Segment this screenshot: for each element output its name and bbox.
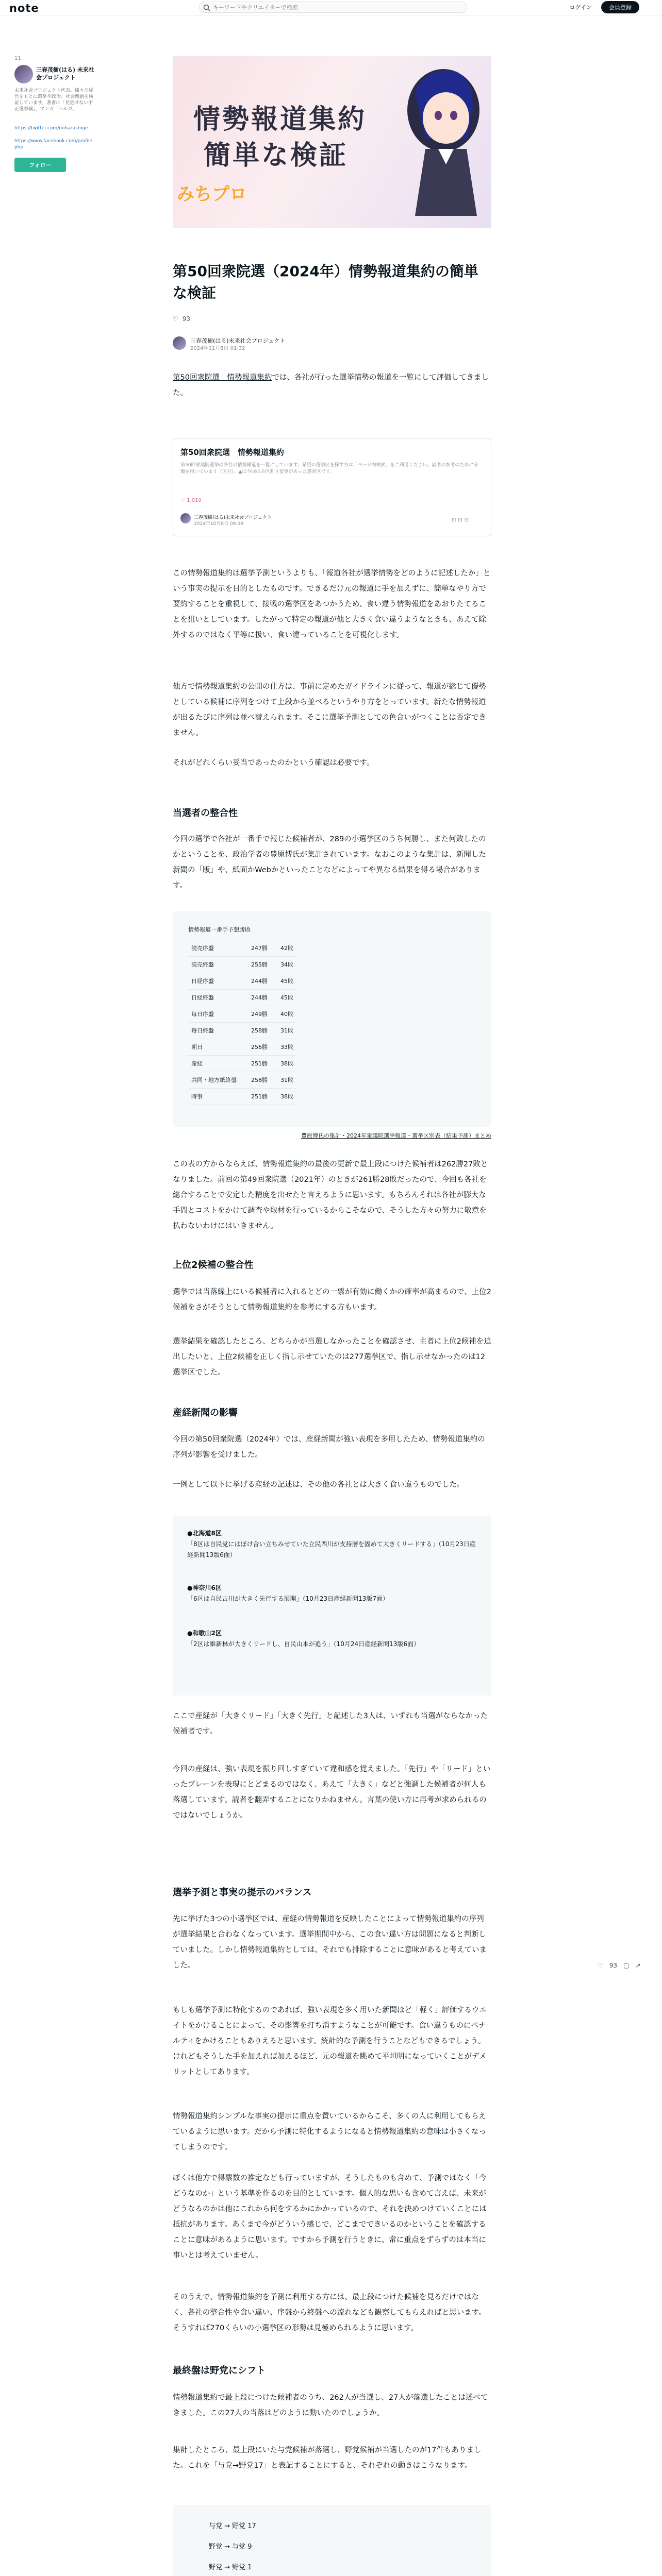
intro-link[interactable]: 第50回衆院選 情勢報道集約 — [173, 374, 272, 382]
intro-text: では、各社が行った選挙情勢の報道を一覧にして評価してきました。 — [173, 374, 489, 397]
paragraph-8: 今回の第50回衆院選（2024年）では、産経新聞が強い表現を多用したため、情勢報道集約の序列が影響を受けました。 — [173, 1435, 485, 1459]
article-author — [173, 335, 379, 351]
row-lose: 45敗 — [271, 989, 296, 1006]
row-lose: 45敗 — [271, 973, 296, 989]
quote-1-text: 「8区は自民党にはぼけ合い立ちみせていた立民西川が支持層を固めて大きくリードする」（10月23日産経新聞13版6面） — [187, 1540, 476, 1558]
article-title: 第50回衆院選（2024年）情勢報道集約の簡単な検証 — [173, 263, 478, 301]
comment-icon[interactable]: ▢ — [623, 1962, 630, 1969]
row-win: 258勝 — [245, 1022, 271, 1039]
row-lose: 31敗 — [271, 1072, 296, 1088]
paragraph-6: 選挙では当落線上にいる候補者に入れるとどの一票が有効に働くかの確率が高まるので、上位2候補をさがそうとして情勢報道集約を参考にする方もいます。 — [173, 1288, 491, 1312]
share-icon[interactable]: ↗ — [635, 1962, 641, 1969]
hero-title-2: 簡単な検証 — [204, 140, 349, 171]
author-name[interactable]: 三春茂樹(はる)未来社会プロジェクト — [190, 337, 286, 344]
floating-heart-icon[interactable]: ♡ — [598, 1962, 603, 1969]
facebook-link[interactable]: https://www.facebook.com/profile.php — [14, 139, 94, 150]
paragraph-18: 集計したところ、最上段にいた与党候補が落選し、野党候補が当選したのが17件もありました。これを「与党→野党17」と表記することにすると、それぞれの動きはこうなります。 — [173, 2446, 482, 2470]
heading-sankei: 産経新聞の影響 — [173, 1408, 238, 1418]
quote-1-head: ●北海道8区 — [187, 1530, 222, 1537]
paragraph-17: 情勢報道集約で最上段につけた候補者のうち、262人が当選し、27人が落選したことは述べてきました。この27人の当落はどのように動いたのでしょうか。 — [173, 2394, 488, 2417]
card-likes — [180, 498, 202, 503]
follow-button[interactable]: フォロー — [14, 158, 66, 172]
paragraph-1: この情勢報道集約は選挙予測というよりも、「報道各社が選挙情勢をどのように記述したか」という事実の提示を目的としたものです。できるだけ元の報道に手を加えずに、簡単なやり方で要約することを重視して、接戦の選挙区をあつかうため、食い違う情勢報道をあおりたてることを狙いとしています。したがって特定の報道が他と大きく食い違うようなときも、あえて除外するのではなく平等に扱い、食い違っていることを可視化します。 — [173, 569, 491, 639]
row-win: 251勝 — [245, 1088, 271, 1105]
login-button[interactable]: ログイン — [569, 4, 592, 11]
character-illustration — [394, 61, 482, 216]
paragraph-11: 今回の産経は、強い表現を振り回しすぎていて違和感を覚えました。「先行」や「リード」といったブレーンを表現にとどまるのではなく、あえて「大きく」などと強調した候補者が何人も落選しています。読者を翻弄することになりかねません。言葉の使い方に再考が求められるのではないでしょうか。 — [173, 1765, 491, 1820]
sidebar-bio: 未来社会プロジェクト代表。様々な経営をもとに選挙や政治、社会問題を検証しています。著書に「見逃せない不正選挙論」、マンガ「ハルカ」 — [14, 88, 94, 112]
row-name: 毎日終盤 — [188, 1022, 245, 1039]
table-row — [188, 973, 296, 989]
row-lose: 31敗 — [271, 1022, 296, 1039]
paragraph-13: もしも選挙予測に特化するのであれば、強い表現を多く用いた新聞ほど「軽く」評価するウエイトをかけることによって、その影響を打ち消すようなことが可能です。食い違うものにペナルティをかけることもありえると思います。統計的な予測を行うことなどもできるでしょう。けれどもそうした手を加えれば加えるほど、元の報道を眺めて平坦明になっていくことがデメリットとしてあります。 — [173, 2006, 487, 2076]
table-row — [188, 1022, 296, 1039]
twitter-link[interactable]: https://twitter.com/miharushige — [14, 126, 88, 131]
search-icon — [203, 4, 211, 12]
row-lose: 38敗 — [271, 1055, 296, 1072]
quote-3 — [187, 1628, 476, 1650]
row-lose: 34敗 — [271, 956, 296, 973]
sidebar-author-name[interactable]: 三春茂樹(はる) 未来社会プロジェクト — [36, 66, 94, 81]
heart-icon[interactable]: ♡ — [173, 315, 178, 323]
row-win: 258勝 — [245, 1072, 271, 1088]
row-lose: 38敗 — [271, 1088, 296, 1105]
paragraph-4: 今回の選挙で各社が一番手で報じた候補者が、289の小選挙区のうち何勝し、また何敗したのかということを、政治学者の豊原博氏が集計されています。なおこのような集計は、新聞した新聞の「版」や、紙面かWebかといったことなどによってや異なる結果を得る場合があります。 — [173, 835, 486, 890]
heading-shift: 最終盤は野党にシフト — [173, 2365, 266, 2376]
row-name: 毎日序盤 — [188, 1006, 245, 1022]
quote-box — [173, 1516, 491, 1696]
paragraph-12: 先に挙げた3つの小選挙区では、産経の情勢報道を反映したことによって情勢報道集約の序列が選挙結果と合わなくなっています。選挙期間中から、この食い違い方は問題になると判断していました。しかし情勢報道集約としては、それでも排除することに意味があると考えていました。 — [173, 1915, 487, 1970]
table-row — [188, 989, 296, 1006]
author-sidebar — [14, 56, 97, 168]
note-logo[interactable]: note — [9, 2, 39, 14]
quote-2-head: ●神奈川6区 — [187, 1584, 222, 1591]
table-title: 情勢報道一番手予想勝敗 — [188, 926, 251, 933]
card-title: 第50回衆院選 情勢報道集約 — [180, 448, 284, 457]
card-avatar — [180, 513, 191, 523]
row-win: 244勝 — [245, 989, 271, 1006]
paragraph-7: 選挙結果を確認したところ、どちらかが当選しなかったことを確認させ、主者に上位2候補を追出したいと、上位2候補を正しく指し示せていたのは277選挙区で、指し示せなかったのは12選挙区でした。 — [173, 1337, 491, 1377]
quote-2 — [187, 1583, 476, 1604]
paragraph-15: ぼくは他方で得票数の推定なども行っていますが、そうしたものも含めて、予測ではなく「今どうなのか」という基準を作るのを目的としています。個人的な思いも含めて言えば、未来がどうなるのかは他にこれから何をするかにかかっているので、それを決めつけていくことには抵抗があります。あくまで今がどういう感じで、どこまでできいるのかということを確認することに意味があるように思います。ですから予測を行うときに、常に重点をずらずのは本当に事いとは考えていません。 — [173, 2174, 487, 2260]
row-name: 時事 — [188, 1088, 245, 1105]
shift-box — [173, 2505, 491, 2576]
top-header — [0, 0, 662, 15]
card-share-icons[interactable]: ⊡⊡⊡ — [452, 517, 471, 523]
floating-actions — [598, 1962, 640, 1969]
row-lose: 33敗 — [271, 1039, 296, 1055]
shift-2: 野党 → 与党 9 — [209, 2543, 252, 2551]
floating-like-count: 93 — [609, 1962, 618, 1969]
row-win: 256勝 — [245, 1039, 271, 1055]
table-row — [188, 1072, 296, 1088]
like-bar — [173, 315, 190, 323]
row-lose: 42敗 — [271, 940, 296, 956]
row-win: 247勝 — [245, 940, 271, 956]
row-name: 産経 — [188, 1055, 245, 1072]
quote-2-text: 「6区は自民古川が大きく先行する展開」（10月23日産経新聞13版7面） — [187, 1595, 389, 1602]
row-lose: 40敗 — [271, 1006, 296, 1022]
row-name: 朝日 — [188, 1039, 245, 1055]
search-box[interactable] — [199, 2, 467, 13]
paragraph-5: この表の方からならえば、情勢報道集約の最後の更新で最上段につけた候補者は262勝27敗となりました。前回の第49回衆院選（2021年）のときが261勝28敗だったので、今回も各社を総合することで安定した精度を出せたと言えるように思います。もちろんそれは各社が膨大な手間とコストをかけて調査や取材を行っているからこそなので、そうした方々の努力に敬意を払わないわけにはいきません。 — [173, 1160, 488, 1230]
row-name: 日経序盤 — [188, 973, 245, 989]
register-button[interactable]: 会員登録 — [601, 1, 639, 13]
hero-badge: みちプロ — [177, 184, 247, 205]
row-name: 共同・地方紙終盤 — [188, 1072, 245, 1088]
quote-3-head: ●和歌山2区 — [187, 1630, 222, 1637]
author-avatar[interactable] — [173, 336, 186, 350]
table-row — [188, 1006, 296, 1022]
paragraph-10: ここで産経が「大きくリード」「大きく先行」と記述した3人は、いずれも当選がならなかった候補者です。 — [173, 1712, 488, 1736]
publish-date: 2024年11月8日 01:32 — [190, 346, 245, 351]
quote-1 — [187, 1528, 476, 1561]
search-input[interactable] — [213, 3, 460, 11]
row-name: 読売終盤 — [188, 956, 245, 973]
intro-paragraph — [173, 370, 491, 401]
row-win: 249勝 — [245, 1006, 271, 1022]
prediction-table — [188, 940, 296, 1105]
shift-1: 与党 → 野党 17 — [209, 2522, 256, 2530]
card-author: 三春茂樹(はる)未来社会プロジェクト — [194, 515, 272, 520]
row-win: 255勝 — [245, 956, 271, 973]
sidebar-label: 11 — [14, 56, 21, 61]
row-name: 読売序盤 — [188, 940, 245, 956]
paragraph-3: それがどれくらい妥当であったのかという確認は必要です。 — [173, 759, 374, 767]
avatar[interactable] — [14, 65, 33, 83]
table-row — [188, 1039, 296, 1055]
paragraph-9: 一例として以下に挙げる産経の記述は、その他の各社とは大きく食い違うものでした。 — [173, 1481, 465, 1489]
heading-top2: 上位2候補の整合性 — [173, 1260, 254, 1270]
table-row — [188, 940, 296, 956]
prediction-table-box — [173, 911, 491, 1127]
row-name: 日経終盤 — [188, 989, 245, 1006]
like-count: 93 — [182, 315, 191, 323]
table-row — [188, 956, 296, 973]
row-win: 251勝 — [245, 1055, 271, 1072]
table-row — [188, 1055, 296, 1072]
table-source-link[interactable]: 豊原博氏の集計・2024年衆議院選挙報道・選挙区別表（結果予測）まとめ — [301, 1132, 491, 1139]
card-heart-icon: ♡ — [180, 498, 187, 503]
paragraph-16: そのうえで、情勢報道集約を予測に利用する方には、最上段につけた候補を見るだけではなく、各社の整合性や食い違い、序盤から終盤への流れなども観察してもらえればと思います。そうすれば270くらいの小選挙区の形勢は見極められるように思います。 — [173, 2293, 486, 2332]
paragraph-14: 情勢報道集約シンプルな事実の提示に重点を置いているからこそ、多くの人に利用してもらえているように思います。だから予測に特化するようになると情勢報道集約の意味は小さくなってしまうのです。 — [173, 2112, 486, 2151]
table-row — [188, 1088, 296, 1105]
card-description: 第50回衆議院選挙の各社の情勢報道を一覧にしています。希望の選挙区を探す方は「ページ内検索」をご利用ください。読者の参考のために分類を用いています（区分）。▲は今回のみ区割り変更があった選挙区です。 — [180, 463, 478, 474]
card-like-count: 1,019 — [187, 498, 202, 503]
shift-3: 野党 → 野党 1 — [209, 2564, 252, 2571]
embed-card[interactable] — [173, 438, 491, 536]
paragraph-2: 他方で情勢報道集約の公開の仕方は、事前に定めたガイドラインに従って、報道が総じて優勢としている候補に序列をつけて上段から並べるというやり方をとっています。新たな情勢報道が出るたびに序列は並べ替えられます。そこに選挙予測としての色合いがつくことは否定できません。 — [173, 683, 486, 737]
heading-balance: 選挙予測と事実の提示のバランス — [173, 1887, 312, 1898]
heading-consistency: 当選者の整合性 — [173, 808, 238, 819]
quote-3-text: 「2区は維新林が大きくリードし、自民山本が追う」（10月24日産経新聞13版6面） — [187, 1640, 420, 1648]
card-date: 2024年10月8日 09:09 — [194, 521, 243, 527]
row-win: 244勝 — [245, 973, 271, 989]
hero-title-1: 情勢報道集約 — [193, 104, 367, 135]
hero-image — [173, 56, 491, 228]
